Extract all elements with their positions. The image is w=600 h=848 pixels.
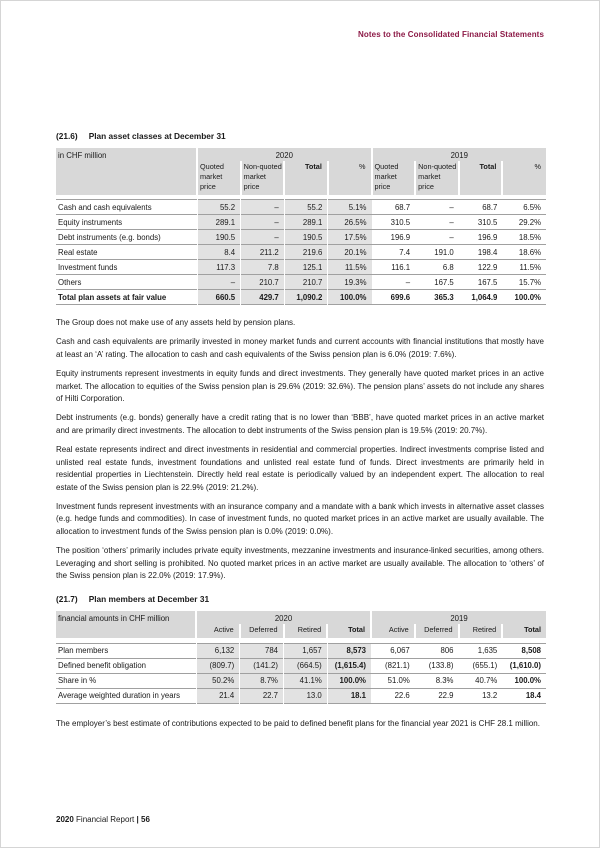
cell-value: 1,657 [284,643,328,658]
section-title: Plan members at December 31 [88,594,210,605]
cell-value: 190.5 [197,230,241,245]
report-page [1,1,599,824]
cell-value: (655.1) [472,661,498,671]
table-header [56,611,546,643]
cell-value: 190.5 [284,230,328,245]
footer-separator: | [136,815,139,824]
cell-value: 6,067 [390,646,410,656]
cell-value: 15.7% [518,277,541,287]
paragraph: The position ‘others’ primarily includes private equity investments, mezzanine investments and insurance-linked securities, among others. Leveraging and short selling is prohibited. No quoted market prices in an active market are usually available. The allocation to ‘others’ of the Swiss pension plan is 22.0% (2019: 17.9%). [56,546,544,580]
row-label: Debt instruments (e.g. bonds) [58,232,161,242]
cell-value: 50.2% [196,673,240,688]
cell-value: – [449,232,454,242]
cell-value: 310.5 [390,217,411,227]
cell-value: 660.5 [197,290,241,305]
cell-value: 13.0 [284,688,328,703]
cell-value: 806 [440,646,454,656]
cell-value: (821.1) [385,661,410,671]
section-number: (21.6) [56,131,78,141]
cell-value: 13.2 [482,691,498,701]
cell-value: 365.3 [434,292,454,302]
paragraph: Cash and cash equivalents are primarily invested in money market funds and current accounts with financial institutions that mostly have at least an ‘A’ rating. The allocation to cash and cash equivalents of the Swiss pension plan is 6.0% (2019: 7.6%). [56,337,544,359]
cell-value: (133.8) [428,661,454,671]
cell-value: (141.2) [240,658,284,673]
cell-value: 55.2 [284,200,328,215]
cell-value: – [449,217,454,227]
cell-value: – [241,230,285,245]
row-label: Defined benefit obligation [58,661,146,671]
col-header-active: Active [371,624,415,638]
cell-value: 191.0 [434,247,454,257]
cell-value: 8.3% [435,676,454,686]
col-header-retired: Retired [284,624,328,638]
cell-value: 6,132 [196,643,240,658]
row-label: Investment funds [58,262,118,272]
cell-value: 125.1 [284,260,328,275]
cell-value: 6.8 [442,262,454,272]
section-21-6-paragraphs [56,317,544,582]
col-header-non-quoted: Non-quoted market price [241,161,285,195]
table-row [56,673,546,688]
cell-value: (1,615.4) [327,658,371,673]
cell-value: 18.5% [518,232,541,242]
row-label: Real estate [58,247,98,257]
col-header-total: Total [284,161,328,195]
year-group-2019: 2019 [371,611,546,624]
row-label: Plan members [58,646,109,656]
cell-value: 21.4 [196,688,240,703]
col-header-non-quoted: Non-quoted market price [415,161,459,195]
paragraph: Debt instruments (e.g. bonds) generally have a credit rating that is no lower than ‘BBB’, have quoted market prices in an active market and are primarily direct investments. The allocation to debt instruments of the Swiss pension plan is 19.5% (2019: 20.7%). [56,413,544,435]
table-row [56,275,546,290]
cell-value: 19.3% [328,275,372,290]
cell-value: 41.1% [284,673,328,688]
table-header [56,148,546,200]
cell-value: 100.0% [514,292,541,302]
cell-value: 100.0% [328,290,372,305]
cell-value: 11.5% [519,262,541,272]
cell-value: 196.9 [477,232,498,242]
row-label: Average weighted duration in years [58,691,181,701]
section-title: Plan asset classes at December 31 [88,131,226,141]
col-header-percent: % [328,161,372,195]
cell-value: 1,064.9 [471,292,498,302]
cell-value: – [241,200,285,215]
unit-label: financial amounts in CHF million [56,611,196,638]
cell-value: 22.7 [240,688,284,703]
cell-value: 429.7 [241,290,285,305]
cell-value: 289.1 [284,215,328,230]
cell-value: 7.8 [241,260,285,275]
table-row [56,658,546,673]
paragraph: The Group does not make use of any assets held by pension plans. [56,318,296,328]
cell-value: 8,508 [521,646,541,656]
table-row [56,200,546,215]
page-footer [56,815,150,824]
cell-value: – [405,277,411,287]
cell-value: 1,635 [477,646,498,656]
table-row [56,688,546,703]
cell-value: (664.5) [284,658,328,673]
plan-asset-classes-table [56,148,546,305]
cell-value: – [197,275,241,290]
paragraph: Real estate represents indirect and direct investments in residential and commercial properties. Indirect investments comprise listed and unlisted real estate funds, investment foundations and unlisted real estate fund of funds. Direct investments are primarily held in residential properties in Liechtenstein. Directly held real estate is periodically valued by an independent expert. The allocation to real estate of the Swiss pension plan is 22.9% (2019: 21.2%). [56,445,544,492]
table-row [56,245,546,260]
paragraph: Equity instruments represent investments in equity funds and direct investments. They generally have quoted market prices in an active market. The allocation to equities of the Swiss pension plan is 29.6% (2019: 32.6%). The pension plans’ assets do not include any shares of Hilti Corporation. [56,369,544,404]
cell-value: 196.9 [390,232,411,242]
table-row [56,230,546,245]
plan-members-table [56,611,546,703]
table-row [56,643,546,658]
cell-value: 22.6 [394,691,410,701]
cell-value: 18.1 [327,688,371,703]
col-header-active: Active [196,624,240,638]
col-header-quoted: Quoted market price [197,161,241,195]
cell-value: 51.0% [387,676,410,686]
unit-label: in CHF million [56,148,197,195]
table-body [56,200,546,305]
col-header-deferred: Deferred [240,624,284,638]
cell-value: 18.4 [525,691,541,701]
table-row [56,215,546,230]
section-21-7-heading [56,594,544,604]
cell-value: 210.7 [284,275,328,290]
year-group-2019: 2019 [372,148,547,161]
year-group-2020: 2020 [197,148,372,161]
row-label: Others [58,277,82,287]
cell-value: 17.5% [328,230,372,245]
cell-value: 55.2 [197,200,241,215]
cell-value: 6.5% [523,202,541,212]
cell-value: 122.9 [477,262,498,272]
row-label: Share in % [58,676,97,686]
cell-value: 699.6 [390,292,411,302]
footer-label: Financial Report [76,815,135,824]
paragraph: Investment funds represent investments with an insurance company and a mandate with a bank which invests in alternative asset classes (e.g. hedge funds and commodities). In case of investment funds, no quoted market prices in an active market are usually available. The allocation to investment funds of the Swiss pension plan is 0.0% (2019: 0.0%). [56,501,544,536]
cell-value: 198.4 [477,247,498,257]
col-header-total: Total [502,624,546,638]
cell-value: 116.1 [391,262,411,272]
cell-value: 219.6 [284,245,328,260]
cell-value: – [241,215,285,230]
cell-value: 18.6% [518,247,541,257]
footer-page-number: 56 [141,815,150,824]
cell-value: – [449,202,454,212]
table-row [56,290,546,305]
col-header-percent: % [502,161,546,195]
cell-value: 7.4 [399,247,411,257]
cell-value: (1,610.0) [509,661,541,671]
cell-value: 1,090.2 [284,290,328,305]
section-number: (21.7) [56,594,78,605]
cell-value: 310.5 [477,217,498,227]
running-header: Notes to the Consolidated Financial Statements [358,30,544,39]
cell-value: 40.7% [475,676,498,686]
row-label: Equity instruments [58,217,123,227]
closing-paragraph: The employer’s best estimate of contributions expected to be paid to defined benefit plans for the financial year 2021 is CHF 28.1 million. [56,718,540,728]
cell-value: 167.5 [477,277,498,287]
footer-year: 2020 [56,815,74,824]
col-header-deferred: Deferred [415,624,459,638]
col-header-total: Total [459,161,503,195]
col-header-total: Total [327,624,371,638]
cell-value: 68.7 [394,202,411,212]
cell-value: 117.3 [197,260,241,275]
row-label: Total plan assets at fair value [58,292,167,302]
cell-value: 167.5 [434,277,454,287]
cell-value: 68.7 [482,202,498,212]
cell-value: 784 [240,643,284,658]
year-group-2020: 2020 [196,611,371,624]
cell-value: 100.0% [514,676,541,686]
cell-value: 26.5% [328,215,372,230]
cell-value: 8.4 [197,245,241,260]
cell-value: 20.1% [328,245,372,260]
row-label: Cash and cash equivalents [58,202,152,212]
col-header-quoted: Quoted market price [372,161,416,195]
cell-value: (809.7) [196,658,240,673]
cell-value: 8.7% [240,673,284,688]
cell-value: 211.2 [241,245,285,260]
cell-value: 210.7 [241,275,285,290]
section-21-6-heading [56,131,544,141]
table-row [56,260,546,275]
col-header-retired: Retired [459,624,503,638]
cell-value: 22.9 [438,691,454,701]
cell-value: 8,573 [327,643,371,658]
cell-value: 5.1% [328,200,372,215]
cell-value: 29.2% [518,217,541,227]
cell-value: 100.0% [327,673,371,688]
table-body [56,643,546,703]
cell-value: 289.1 [197,215,241,230]
cell-value: 11.5% [328,260,372,275]
